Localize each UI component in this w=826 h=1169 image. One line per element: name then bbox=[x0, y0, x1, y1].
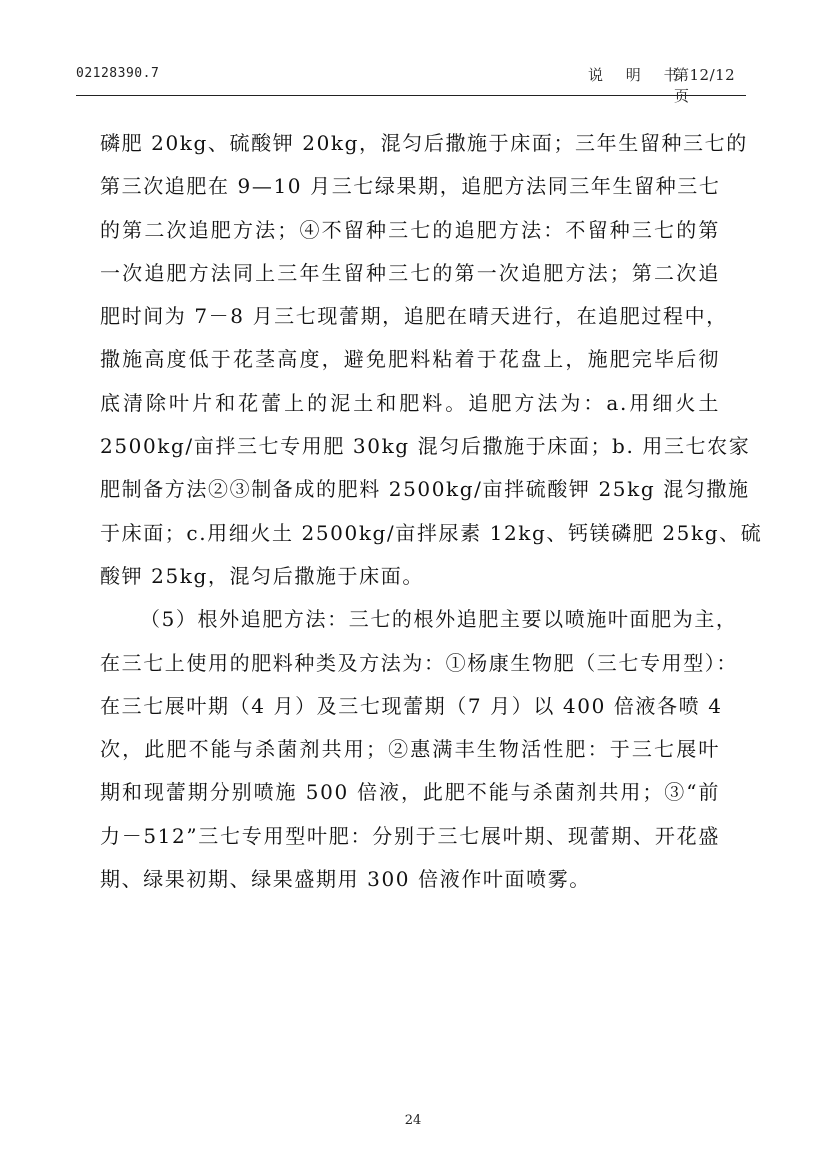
text-line: 期、绿果初期、绿果盛期用 300 倍液作叶面喷雾。 bbox=[100, 867, 591, 892]
text-line: 力－512”三七专用型叶肥：分别于三七展叶期、现蕾期、开花盛 bbox=[100, 823, 720, 848]
paragraph-1 bbox=[100, 122, 763, 598]
text-line: 撒施高度低于花茎高度，避免肥料粘着于花盘上，施肥完毕后彻 bbox=[100, 347, 720, 372]
document-body bbox=[100, 122, 763, 901]
text-line: 在三七展叶期（4 月）及三七现蕾期（7 月）以 400 倍液各喷 4 bbox=[100, 693, 723, 718]
page-count: 第12/12页 bbox=[674, 66, 736, 105]
header-divider bbox=[76, 95, 746, 96]
text-line: （5）根外追肥方法：三七的根外追肥主要以喷施叶面肥为主， bbox=[140, 607, 738, 632]
text-line: 于床面；c.用细火土 2500kg/亩拌尿素 12kg、钙镁磷肥 25kg、硫 bbox=[100, 520, 763, 545]
page-number: 24 bbox=[404, 1113, 422, 1128]
text-line: 在三七上使用的肥料种类及方法为：①杨康生物肥（三七专用型）： bbox=[100, 650, 738, 675]
document-type-label: 说 明 书 bbox=[588, 66, 688, 84]
text-line: 底清除叶片和花蕾上的泥土和肥料。追肥方法为：a.用细火土 bbox=[100, 390, 720, 415]
text-line: 酸钾 25kg，混匀后撒施于床面。 bbox=[100, 563, 424, 588]
text-line: 2500kg/亩拌三七专用肥 30kg 混匀后撒施于床面；b. 用三七农家 bbox=[100, 434, 751, 459]
text-line: 肥制备方法②③制备成的肥料 2500kg/亩拌硫酸钾 25kg 混匀撒施 bbox=[100, 477, 750, 502]
text-line: 肥时间为 7－8 月三七现蕾期，追肥在晴天进行，在追肥过程中， bbox=[100, 304, 728, 329]
text-line: 第三次追肥在 9—10 月三七绿果期，追肥方法同三年生留种三七 bbox=[100, 174, 721, 199]
document-number: 02128390.7 bbox=[76, 66, 160, 81]
page-header bbox=[76, 62, 746, 105]
text-line: 期和现蕾期分别喷施 500 倍液，此肥不能与杀菌剂共用；③“前 bbox=[100, 780, 720, 805]
text-line: 一次追肥方法同上三年生留种三七的第一次追肥方法；第二次追 bbox=[100, 260, 720, 285]
text-line: 磷肥 20kg、硫酸钾 20kg，混匀后撒施于床面；三年生留种三七的 bbox=[100, 131, 748, 155]
paragraph-2 bbox=[100, 598, 738, 901]
text-line: 的第二次追肥方法；④不留种三七的追肥方法：不留种三七的第 bbox=[100, 217, 720, 242]
text-line: 次，此肥不能与杀菌剂共用；②惠满丰生物活性肥：于三七展叶 bbox=[100, 737, 720, 762]
